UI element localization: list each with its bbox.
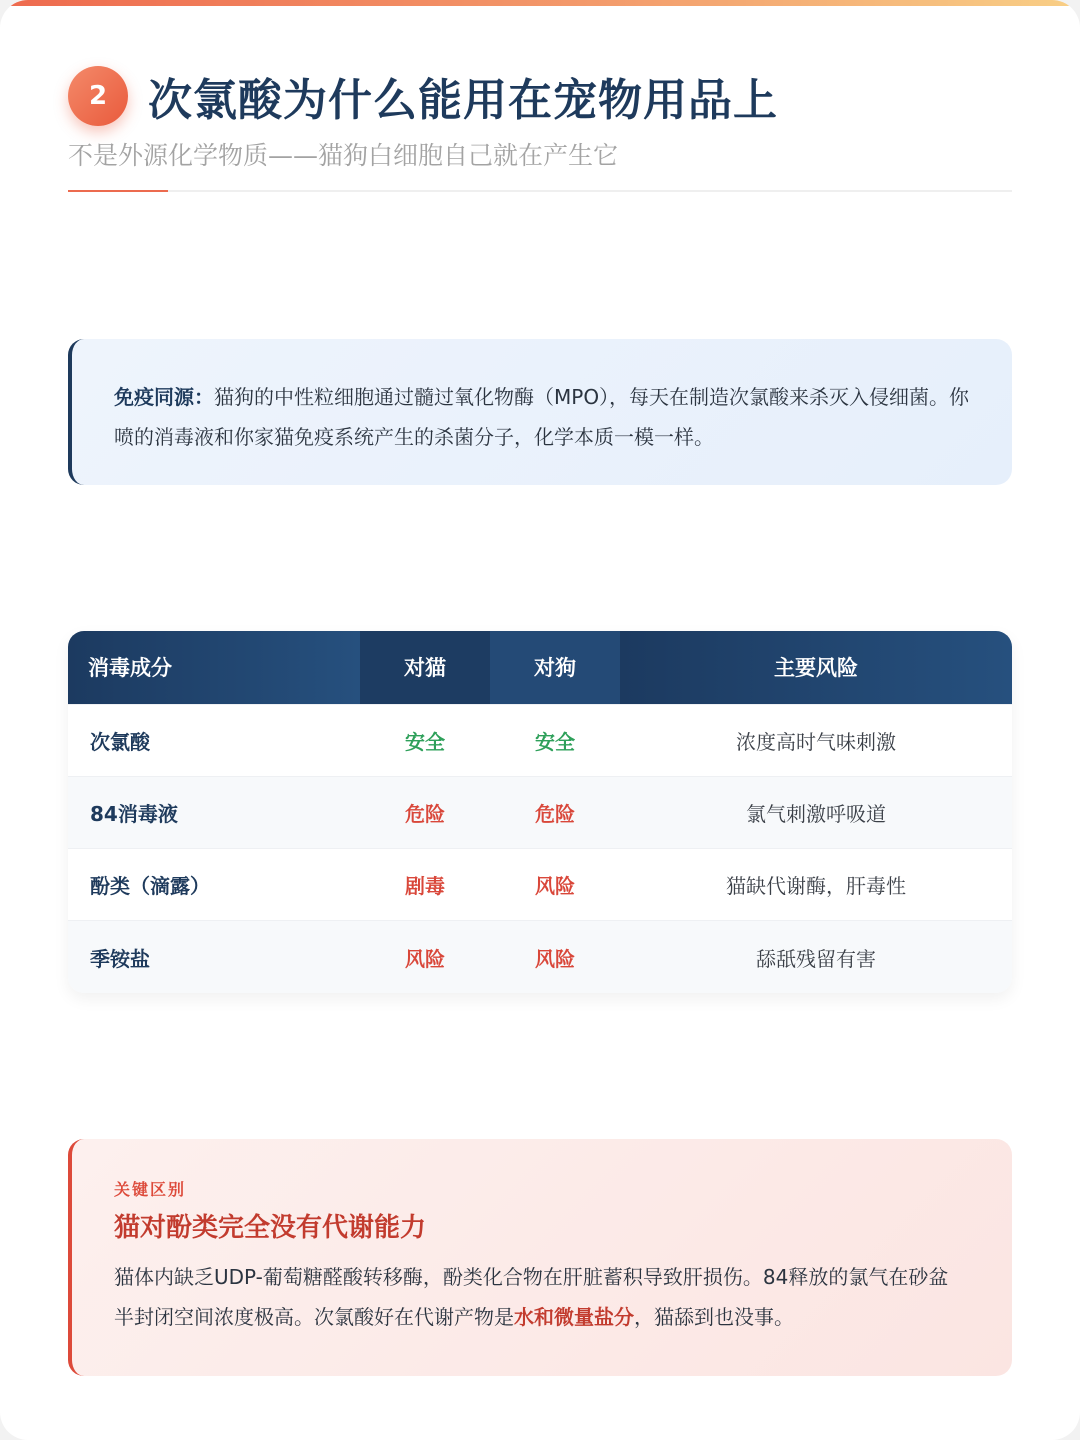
cell-cat-safety: 危险 bbox=[405, 801, 445, 826]
page-subtitle: 不是外源化学物质——猫狗白细胞自己就在产生它 bbox=[68, 141, 619, 170]
key-box-heading: 猫对酚类完全没有代谢能力 bbox=[114, 1213, 427, 1243]
cell-ingredient: 次氯酸 bbox=[90, 729, 150, 754]
section-number-badge: 2 bbox=[68, 66, 128, 126]
top-gradient-bar bbox=[0, 0, 1080, 6]
cell-ingredient: 酚类（滴露） bbox=[90, 874, 210, 899]
cell-risk: 氯气刺激呼吸道 bbox=[746, 801, 886, 826]
cell-risk: 浓度高时气味刺激 bbox=[736, 729, 896, 754]
cell-dog-safety: 安全 bbox=[535, 729, 575, 754]
cell-cat-safety: 安全 bbox=[405, 729, 445, 754]
cell-ingredient: 季铵盐 bbox=[90, 946, 150, 971]
key-box-label: 关键区别 bbox=[114, 1180, 187, 1199]
info-box-text: 猫狗的中性粒细胞通过髓过氧化物酶（MPO），每天在制造次氯酸来杀灭入侵细菌。你喷的消毒液和你家猫免疫系统产生的杀菌分子，化学本质一模一样。 bbox=[114, 385, 970, 449]
key-body-text-after: ，猫舔到也没事。 bbox=[634, 1305, 794, 1329]
cell-risk: 猫缺代谢酶，肝毒性 bbox=[726, 874, 906, 899]
key-difference-box bbox=[68, 1139, 1012, 1376]
header-divider bbox=[68, 190, 1012, 192]
header-cat: 对猫 bbox=[360, 631, 490, 704]
disinfectant-comparison-table bbox=[68, 631, 1012, 993]
table-row bbox=[68, 704, 1012, 776]
cell-dog-safety: 风险 bbox=[535, 874, 575, 899]
cell-cat-safety: 风险 bbox=[405, 946, 445, 971]
key-body-text-before: 猫体内缺乏UDP-葡萄糖醛酸转移酶，酚类化合物在肝脏蓄积导致肝损伤。84释放的氯气在砂盆半封闭空间浓度极高。次氯酸好在代谢产物是 bbox=[114, 1265, 949, 1329]
header-divider-accent bbox=[68, 190, 168, 192]
page-title: 次氯酸为什么能用在宠物用品上 bbox=[148, 75, 778, 126]
header-risk: 主要风险 bbox=[620, 631, 1012, 704]
cell-risk: 舔舐残留有害 bbox=[756, 946, 876, 971]
immune-info-box bbox=[68, 339, 1012, 485]
info-box-label: 免疫同源： bbox=[114, 385, 214, 409]
header-dog: 对狗 bbox=[490, 631, 620, 704]
table-header-row bbox=[68, 631, 1012, 704]
cell-dog-safety: 危险 bbox=[535, 801, 575, 826]
cell-dog-safety: 风险 bbox=[535, 946, 575, 971]
key-body-highlight: 水和微量盐分 bbox=[514, 1305, 634, 1329]
key-box-body bbox=[114, 1257, 966, 1337]
table-row bbox=[68, 849, 1012, 921]
table-row bbox=[68, 776, 1012, 848]
cell-ingredient: 84消毒液 bbox=[90, 801, 178, 826]
header-ingredient: 消毒成分 bbox=[68, 631, 360, 704]
cell-cat-safety: 剧毒 bbox=[405, 874, 445, 899]
table-row bbox=[68, 921, 1012, 993]
